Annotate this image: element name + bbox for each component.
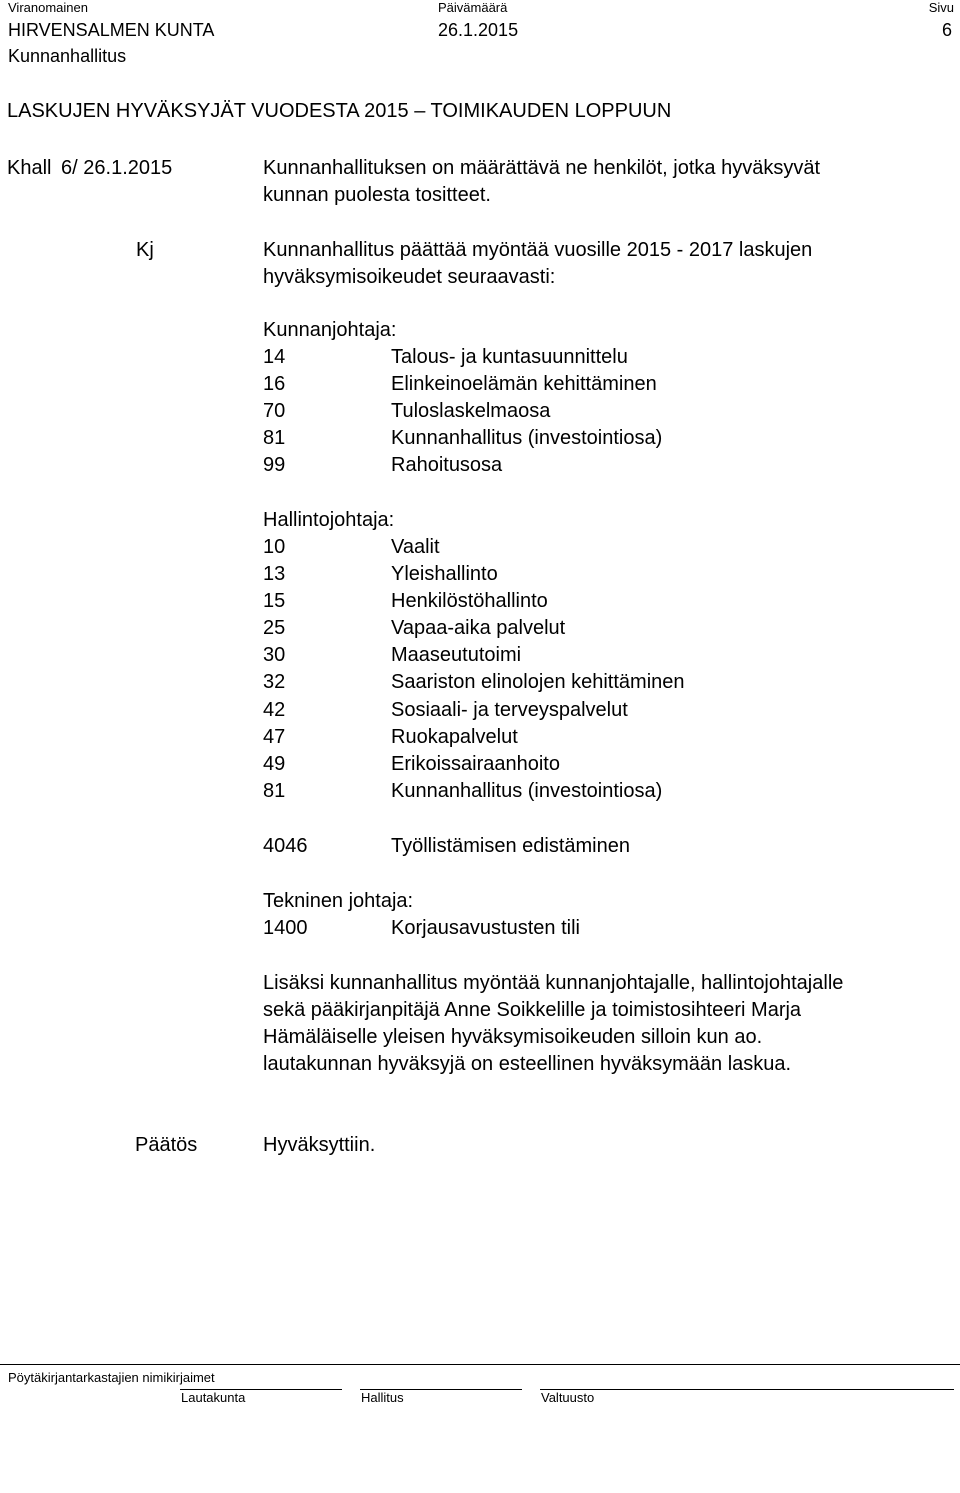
footer-title: Pöytäkirjantarkastajien nimikirjaimet <box>8 1370 215 1385</box>
sender-sub: Kunnanhallitus <box>8 46 127 66</box>
date-value: 26.1.2015 <box>438 20 519 40</box>
footer-col-valtuusto: Valtuusto <box>541 1390 595 1405</box>
group-heading-kunnanjohtaja: Kunnanjohtaja: <box>263 319 397 341</box>
closing-line-4: lautakunnan hyväksyjä on esteellinen hyväksymään laskua. <box>263 1053 792 1075</box>
page-label: Sivu <box>928 0 954 15</box>
kj-label: Kj <box>136 239 154 261</box>
decision-value: Hyväksyttiin. <box>263 1134 376 1156</box>
group-heading-tekninen-johtaja: Tekninen johtaja: <box>263 890 414 912</box>
intro-line-1: Kunnanhallituksen on määrättävä ne henkilöt, jotka hyväksyvät <box>263 157 821 179</box>
group-heading-hallintojohtaja: Hallintojohtaja: <box>263 509 395 531</box>
sender-label: Viranomainen <box>8 0 88 15</box>
page-number: 6 <box>941 20 952 40</box>
footer-col-hallitus: Hallitus <box>361 1390 404 1405</box>
sender-value: HIRVENSALMEN KUNTA <box>8 20 215 40</box>
decision-label: Päätös <box>135 1134 198 1156</box>
intro-line-2: kunnan puolesta tositteet. <box>263 184 491 206</box>
date-label: Päivämäärä <box>438 0 508 15</box>
khall-label: Khall <box>7 157 52 179</box>
document-title: LASKUJEN HYVÄKSYJÄT VUODESTA 2015 – TOIMIKAUDEN LOPPUUN <box>7 100 672 122</box>
footer-divider <box>0 1364 960 1365</box>
khall-ref: 6/ 26.1.2015 <box>61 157 173 179</box>
khall-reference <box>7 155 172 182</box>
closing-line-2: sekä pääkirjanpitäjä Anne Soikkelille ja toimistosihteeri Marja <box>263 999 802 1021</box>
closing-line-3: Hämäläiselle yleisen hyväksymisoikeuden silloin kun ao. <box>263 1026 763 1048</box>
footer-col-lautakunta: Lautakunta <box>181 1390 246 1405</box>
kj-line-2: hyväksymisoikeudet seuraavasti: <box>263 266 556 288</box>
closing-line-1: Lisäksi kunnanhallitus myöntää kunnanjohtajalle, hallintojohtajalle <box>263 972 844 994</box>
kj-line-1: Kunnanhallitus päättää myöntää vuosille 2015 - 2017 laskujen <box>263 239 813 261</box>
signature-line-valtuusto <box>540 1389 954 1390</box>
